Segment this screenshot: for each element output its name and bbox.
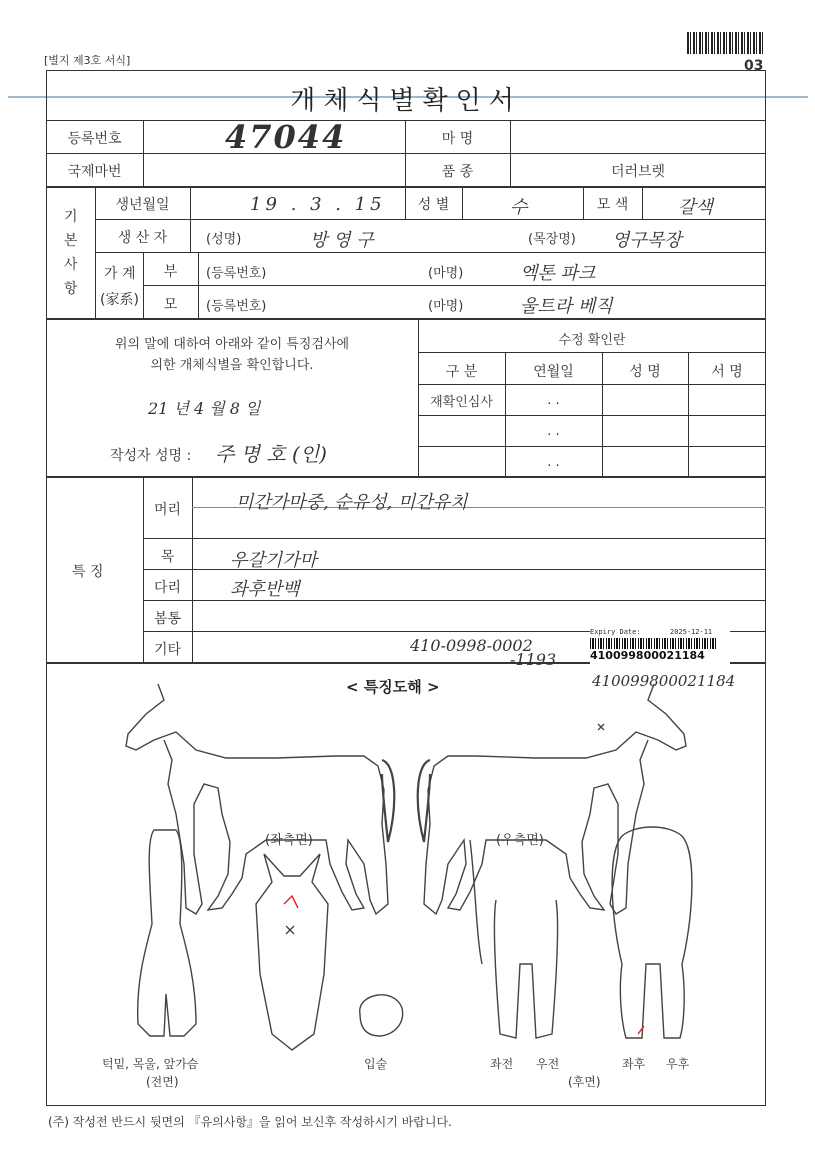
rule xyxy=(46,186,766,188)
expiry-value: 2025-12-11 xyxy=(670,628,713,636)
rear-view-outline xyxy=(612,827,692,1038)
other-value-1: 410-0998-0002 xyxy=(410,636,533,655)
registration-no-label: 등록번호 xyxy=(67,131,122,147)
head-front-outline xyxy=(256,854,328,1050)
other-value-2: -1193 xyxy=(510,650,557,669)
dam-name-label: (마명) xyxy=(428,299,464,314)
sticker-barcode xyxy=(590,638,718,649)
barcode-number: 410099800021184 xyxy=(590,649,705,662)
writer-value: 주 명 호 (인) xyxy=(215,442,327,466)
front-legs-outline xyxy=(470,840,558,1038)
registration-no-value: 47044 xyxy=(225,118,347,156)
basic-section-label-2: 본 xyxy=(64,233,78,249)
rule xyxy=(190,186,191,252)
rule xyxy=(143,120,144,186)
page-number: 03 xyxy=(744,58,764,74)
breed-value: 더러브렛 xyxy=(610,164,666,180)
features-section-label: 특 징 xyxy=(72,564,104,580)
dam-reg-label: (등록번호) xyxy=(206,299,267,314)
producer-name-label: (성명) xyxy=(206,232,242,247)
form-label: [별지 제3호 서식] xyxy=(44,54,131,67)
sire-name-label: (마명) xyxy=(428,266,464,281)
rule xyxy=(418,446,766,447)
left-front-label: 좌전 xyxy=(490,1057,514,1071)
dam-value: 울트라 베직 xyxy=(520,296,613,317)
basic-section-label-3: 사 xyxy=(64,257,78,273)
farm-label: (목장명) xyxy=(528,232,576,247)
handwritten-chip-number: 410099800021184 xyxy=(592,672,736,690)
head-value: 미간가마중, 순유성, 미간유치 xyxy=(236,492,468,513)
horse-name-label: 마 명 xyxy=(441,131,474,147)
revision-title: 수정 확인란 xyxy=(558,333,626,348)
other-label: 기타 xyxy=(153,642,182,658)
neck-label: 목 xyxy=(160,549,175,565)
diagram-title: < 특징도해 > xyxy=(346,678,440,696)
producer-label: 생 산 자 xyxy=(117,230,168,246)
basic-section-label-1: 기 xyxy=(64,209,78,225)
rule xyxy=(418,352,766,353)
head-label: 머리 xyxy=(153,502,182,518)
rule xyxy=(95,219,766,220)
right-front-label: 우전 xyxy=(536,1057,560,1071)
revision-row-3-date: . . xyxy=(547,455,560,470)
writer-label: 작성자 성명 : xyxy=(110,448,192,464)
top-barcode xyxy=(687,32,765,54)
left-side-label: (좌측면) xyxy=(265,833,313,848)
birth-value: 19 . 3 . 15 xyxy=(250,194,386,215)
breed-label: 품 종 xyxy=(441,164,474,180)
rule xyxy=(46,153,766,154)
farm-value: 영구목장 xyxy=(612,230,682,251)
confirm-statement-1: 위의 말에 대하여 아래와 같이 특징검사에 xyxy=(114,337,350,352)
rule xyxy=(462,186,463,219)
front-caption-1: 턱밑, 목울, 앞가슴 xyxy=(102,1057,199,1071)
sire-label: 부 xyxy=(163,264,178,280)
dam-label: 모 xyxy=(163,297,178,313)
revision-header-sign: 서 명 xyxy=(711,364,743,380)
rule xyxy=(418,384,766,385)
footnote: (주) 작성전 반드시 뒷면의 『유의사항』을 읽어 보신후 작성하시기 바랍니다. xyxy=(48,1115,452,1129)
sire-reg-label: (등록번호) xyxy=(206,266,267,281)
left-side-horse-outline xyxy=(126,684,394,914)
front-caption-2: (전면) xyxy=(146,1075,179,1089)
rule xyxy=(642,186,643,219)
rear-label: (후면) xyxy=(568,1075,601,1089)
rule xyxy=(143,538,766,539)
rule xyxy=(46,318,766,320)
document-title: 개체식별확인서 xyxy=(290,86,522,116)
sex-value: 수 xyxy=(510,197,528,218)
coat-label: 모 색 xyxy=(596,197,629,213)
revision-row-2-date: . . xyxy=(547,424,560,439)
sex-label: 성 별 xyxy=(417,197,450,213)
lips-outline xyxy=(360,995,403,1036)
right-hind-label: 우후 xyxy=(666,1057,690,1071)
legs-label: 다리 xyxy=(153,580,182,596)
microchip-sticker xyxy=(590,628,730,664)
birth-label: 생년월일 xyxy=(115,197,170,213)
rule xyxy=(418,415,766,416)
revision-row-1-type: 재확인심사 xyxy=(430,395,493,410)
intl-no-label: 국제마번 xyxy=(67,164,122,180)
revision-row-1-date: . . xyxy=(547,393,560,408)
basic-section-label-4: 항 xyxy=(64,281,78,297)
producer-name-value: 방 영 구 xyxy=(310,230,374,251)
sire-value: 엑톤 파크 xyxy=(520,263,596,284)
rule xyxy=(95,252,766,253)
left-hind-label: 좌후 xyxy=(622,1057,646,1071)
confirm-statement-2: 의한 개체식별을 확인합니다. xyxy=(150,358,314,373)
rule xyxy=(46,120,766,121)
neck-value: 우갈기가마 xyxy=(230,550,317,571)
rule xyxy=(46,476,766,478)
horse-diagram xyxy=(46,664,766,1104)
expiry-label: Expiry Date: xyxy=(590,628,641,636)
rule xyxy=(198,252,199,318)
right-side-label: (우측면) xyxy=(496,833,544,848)
confirm-date: 21 년 4 월 8 일 xyxy=(148,399,261,418)
pedigree-label-2: (家系) xyxy=(100,292,139,308)
revision-header-type: 구 분 xyxy=(445,364,478,380)
revision-header-name: 성 명 xyxy=(629,364,661,380)
right-side-horse-outline xyxy=(418,684,686,914)
lips-label: 입술 xyxy=(364,1057,388,1071)
legs-value: 좌후반백 xyxy=(230,579,300,600)
body-label: 봄통 xyxy=(153,611,182,627)
revision-header-date: 연월일 xyxy=(533,364,574,380)
pedigree-label-1: 가 계 xyxy=(104,266,136,282)
front-view-outline xyxy=(138,830,196,1036)
coat-value: 갈색 xyxy=(678,197,713,218)
rule xyxy=(143,285,766,286)
